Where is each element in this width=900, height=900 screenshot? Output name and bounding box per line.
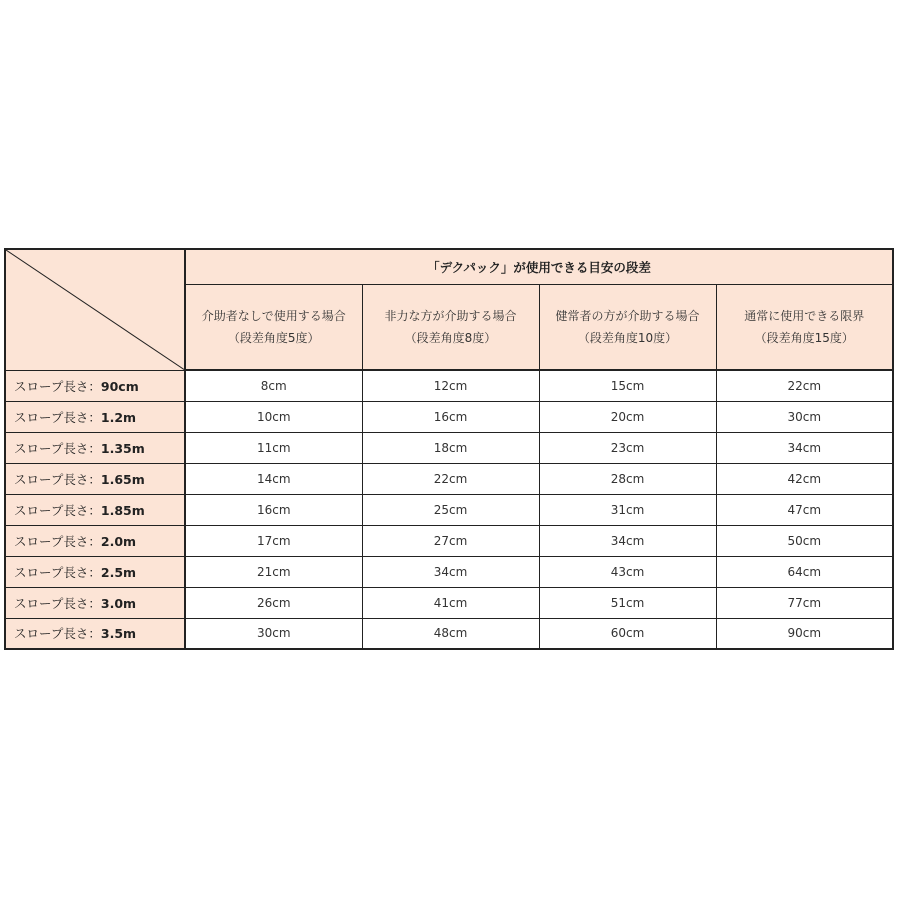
- step-height-cell: 16cm: [185, 494, 362, 525]
- step-height-cell: 20cm: [539, 401, 716, 432]
- table-title: 「デクパック」が使用できる目安の段差: [185, 249, 893, 284]
- step-height-cell: 23cm: [539, 432, 716, 463]
- step-height-cell: 42cm: [716, 463, 893, 494]
- step-height-cell: 90cm: [716, 618, 893, 649]
- row-header-slope-length: [5, 401, 185, 432]
- step-height-cell: 41cm: [362, 587, 539, 618]
- row-header-slope-length: [5, 587, 185, 618]
- row-header-slope-length: [5, 432, 185, 463]
- table-row: [5, 494, 893, 525]
- column-header-line2: （段差角度15度）: [754, 330, 854, 345]
- step-height-cell: 34cm: [362, 556, 539, 587]
- step-height-cell: 64cm: [716, 556, 893, 587]
- column-header-line1: 介助者なしで使用する場合: [201, 308, 346, 323]
- row-header-length: 1.85m: [100, 502, 145, 518]
- step-height-cell: 10cm: [185, 401, 362, 432]
- table-row: [5, 401, 893, 432]
- table-row: [5, 525, 893, 556]
- step-height-cell: 14cm: [185, 463, 362, 494]
- diagonal-line: [6, 250, 184, 370]
- step-height-cell: 25cm: [362, 494, 539, 525]
- step-height-cell: 51cm: [539, 587, 716, 618]
- step-height-cell: 77cm: [716, 587, 893, 618]
- row-header-slope-length: [5, 463, 185, 494]
- table-row: [5, 463, 893, 494]
- column-header-10deg: [539, 284, 716, 370]
- row-header-slope-length: [5, 618, 185, 649]
- corner-diagonal-cell: [5, 249, 185, 370]
- step-height-cell: 22cm: [716, 370, 893, 401]
- row-header-slope-length: [5, 525, 185, 556]
- row-header-slope-length: [5, 370, 185, 401]
- step-height-cell: 48cm: [362, 618, 539, 649]
- step-height-cell: 34cm: [539, 525, 716, 556]
- row-header-prefix: スロープ長さ：: [14, 533, 101, 549]
- row-header-length: 3.5m: [100, 626, 137, 642]
- row-header-length: 1.2m: [100, 409, 137, 425]
- table-row: [5, 587, 893, 618]
- column-header-5deg: [185, 284, 362, 370]
- row-header-prefix: スロープ長さ：: [14, 471, 101, 487]
- row-header-prefix: スロープ長さ：: [14, 409, 101, 425]
- step-height-cell: 50cm: [716, 525, 893, 556]
- step-height-cell: 60cm: [539, 618, 716, 649]
- table-row: [5, 556, 893, 587]
- row-header-slope-length: [5, 494, 185, 525]
- step-height-cell: 47cm: [716, 494, 893, 525]
- column-header-8deg: [362, 284, 539, 370]
- step-height-cell: 11cm: [185, 432, 362, 463]
- column-header-line1: 健常者の方が介助する場合: [555, 308, 700, 323]
- row-header-prefix: スロープ長さ：: [14, 564, 101, 580]
- step-height-cell: 34cm: [716, 432, 893, 463]
- step-height-cell: 21cm: [185, 556, 362, 587]
- step-height-cell: 8cm: [185, 370, 362, 401]
- step-height-cell: 12cm: [362, 370, 539, 401]
- table-row: [5, 370, 893, 401]
- step-height-cell: 30cm: [185, 618, 362, 649]
- step-height-cell: 22cm: [362, 463, 539, 494]
- step-height-cell: 28cm: [539, 463, 716, 494]
- column-header-line2: （段差角度10度）: [577, 330, 678, 345]
- row-header-prefix: スロープ長さ：: [14, 502, 101, 518]
- row-header-length: 3.0m: [100, 595, 137, 611]
- row-header-length: 2.0m: [100, 533, 137, 549]
- column-header-line2: （段差角度8度）: [404, 330, 497, 345]
- row-header-prefix: スロープ長さ：: [14, 595, 101, 611]
- step-height-cell: 43cm: [539, 556, 716, 587]
- column-header-15deg: [716, 284, 893, 370]
- step-height-cell: 27cm: [362, 525, 539, 556]
- column-header-line1: 通常に使用できる限界: [744, 308, 865, 323]
- step-height-cell: 17cm: [185, 525, 362, 556]
- table-row: [5, 432, 893, 463]
- step-height-cell: 30cm: [716, 401, 893, 432]
- column-header-line1: 非力な方が介助する場合: [384, 308, 517, 323]
- step-height-cell: 16cm: [362, 401, 539, 432]
- step-height-cell: 31cm: [539, 494, 716, 525]
- row-header-length: 1.65m: [100, 471, 145, 487]
- step-height-cell: 15cm: [539, 370, 716, 401]
- row-header-length: 2.5m: [100, 564, 137, 580]
- column-header-line2: （段差角度5度）: [227, 330, 320, 345]
- table-row: [5, 618, 893, 649]
- row-header-slope-length: [5, 556, 185, 587]
- row-header-length: 90cm: [100, 378, 139, 394]
- step-height-cell: 26cm: [185, 587, 362, 618]
- step-height-table: [4, 248, 894, 650]
- row-header-prefix: スロープ長さ：: [14, 626, 101, 642]
- row-header-prefix: スロープ長さ：: [14, 378, 101, 394]
- row-header-length: 1.35m: [100, 440, 145, 456]
- row-header-prefix: スロープ長さ：: [14, 440, 101, 456]
- step-height-cell: 18cm: [362, 432, 539, 463]
